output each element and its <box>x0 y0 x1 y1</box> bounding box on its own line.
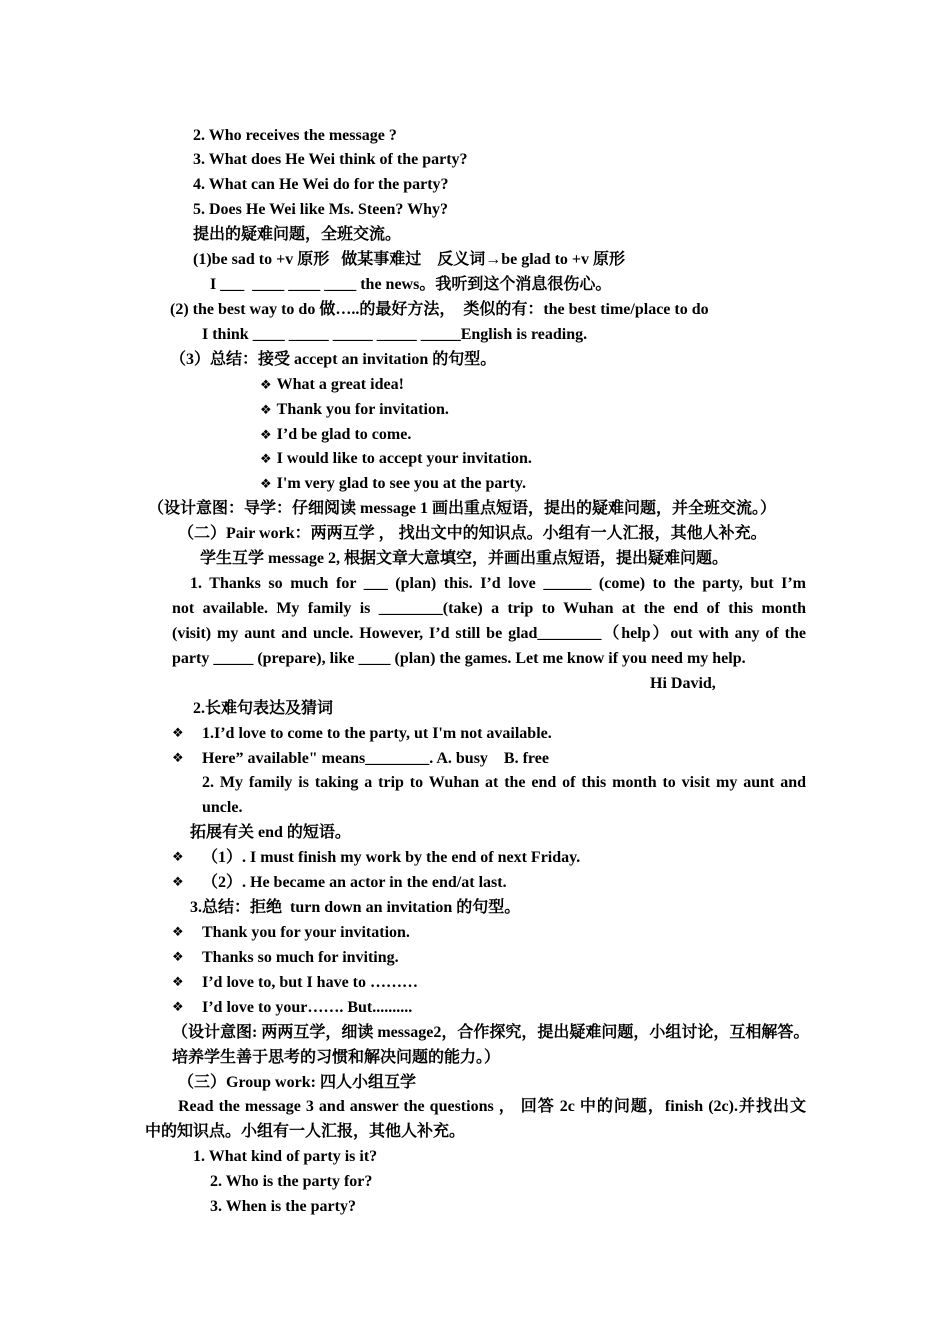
accept-phrase-item <box>260 472 950 497</box>
difficult-sentences-title: 2.长难句表达及猜词 <box>193 699 334 717</box>
difficult-sentence-text: Here” available" means________. A. busy B. free <box>202 749 549 767</box>
decline-phrase-item <box>202 946 950 971</box>
accept-summary-title: （3）总结：接受 accept an invitation 的句型。 <box>170 350 497 368</box>
message1-question: 3. What does He Wei think of the party? <box>193 151 468 169</box>
accept-phrase-text: What a great idea! <box>276 375 404 393</box>
diamond-bullet-icon <box>172 971 184 996</box>
difficult-sentence-item <box>202 771 806 796</box>
decline-phrase-item <box>202 921 950 946</box>
group-work-heading: （三）Group work: 四人小组互学 <box>178 1073 416 1091</box>
accept-phrase-text: I’d be glad to come. <box>276 425 412 443</box>
difficult-sentence-text: 1.I’d love to come to the party, ut I'm not available. <box>202 724 552 742</box>
diamond-bullet-icon <box>260 452 272 467</box>
discussion-title: 提出的疑难问题，全班交流。 <box>193 226 402 244</box>
diamond-bullet-icon <box>172 996 184 1021</box>
difficult-sentence-continuation: uncle. <box>202 799 243 817</box>
decline-phrase-text: I’d love to, but I have to ……… <box>202 973 419 991</box>
point1-rule: (1)be sad to +v 原形 做某事难过 反义词→be glad to +v 原形 <box>193 251 626 269</box>
diamond-bullet-icon <box>260 378 272 393</box>
group-work-question: 2. Who is the party for? <box>210 1173 373 1191</box>
decline-phrase-text: I’d love to your……. But.......... <box>202 998 413 1016</box>
diamond-bullet-icon <box>260 403 272 418</box>
group-work-instruction: Read the message 3 and answer the questions ， 回答 2c 中的问题，finish (2c).并找出文 <box>178 1098 806 1116</box>
diamond-bullet-icon <box>172 946 184 971</box>
accept-phrase-item <box>260 373 950 398</box>
group-work-question: 1. What kind of party is it? <box>193 1148 378 1166</box>
group-work-question: 3. When is the party? <box>210 1198 356 1216</box>
point2-example: I think ____ _____ _____ _____ _____English is reading. <box>202 325 588 343</box>
end-phrase-item <box>202 871 950 896</box>
message1-question: 4. What can He Wei do for the party? <box>193 176 449 194</box>
accept-phrase-text: Thank you for invitation. <box>276 400 449 418</box>
end-phrase-item <box>202 846 950 871</box>
end-phrases-title: 拓展有关 end 的短语。 <box>190 824 351 842</box>
design-intent-2-continuation: 培养学生善于思考的习惯和解决问题的能力。） <box>172 1048 501 1066</box>
decline-phrase-item <box>202 971 950 996</box>
difficult-sentence-text: 2. My family is taking a trip to Wuhan at the end of this month to visit my aunt and <box>202 774 806 792</box>
point1-example: I ___ ____ ____ ____ the news。我听到这个消息很伤心。 <box>210 276 612 294</box>
accept-phrase-item <box>260 398 950 423</box>
design-intent-1: （设计意图：导学：仔细阅读 message 1 画出重点短语，提出的疑难问题，并全班交流。） <box>148 500 776 518</box>
diamond-bullet-icon <box>260 477 272 492</box>
end-phrase-text: （2）. He became an actor in the end/at last. <box>202 874 507 892</box>
diamond-bullet-icon <box>172 871 184 896</box>
diamond-bullet-icon <box>172 722 184 747</box>
pair-work-heading: （二）Pair work：两两互学 ， 找出文中的知识点。小组有一人汇报，其他人补充。 <box>178 525 767 543</box>
message1-question: 5. Does He Wei like Ms. Steen? Why? <box>193 201 448 219</box>
diamond-bullet-icon <box>172 846 184 871</box>
decline-phrase-item <box>202 996 950 1021</box>
passage-line: (visit) my aunt and uncle. However, I’d still be glad________（help）out with any of the <box>172 624 806 642</box>
passage-line: party _____ (prepare), like ____ (plan) the games. Let me know if you need my help. <box>172 649 746 667</box>
decline-phrase-text: Thank you for your invitation. <box>202 924 410 941</box>
group-work-instruction-continuation: 中的知识点。小组有一人汇报，其他人补充。 <box>145 1123 466 1141</box>
accept-phrase-text: I'm very glad to see you at the party. <box>276 475 526 493</box>
accept-phrase-item <box>260 423 950 448</box>
message1-question: 2. Who receives the message ? <box>193 126 397 144</box>
diamond-bullet-icon <box>260 428 272 443</box>
difficult-sentence-item <box>202 722 950 747</box>
decline-summary-title: 3.总结：拒绝 turn down an invitation 的句型。 <box>190 899 521 917</box>
point2-rule: (2) the best way to do 做…..的最好方法， 类似的有：the best time/place to do <box>170 300 709 318</box>
passage-line: 1. Thanks so much for ___ (plan) this. I’d love ______ (come) to the party, but I’m <box>190 575 806 593</box>
accept-phrase-item <box>260 447 950 472</box>
passage-line: not available. My family is ________(take) a trip to Wuhan at the end of this month <box>172 600 806 618</box>
difficult-sentence-item <box>202 747 950 772</box>
diamond-bullet-icon <box>172 921 184 946</box>
pair-work-instruction: 学生互学 message 2, 根据文章大意填空，并画出重点短语，提出疑难问题。 <box>200 550 728 568</box>
accept-phrase-text: I would like to accept your invitation. <box>276 450 532 468</box>
passage-signature: Hi David, <box>650 674 716 692</box>
design-intent-2: （设计意图: 两两互学，细读 message2，合作探究，提出疑难问题，小组讨论，互相解答。 <box>172 1023 810 1041</box>
diamond-bullet-icon <box>172 747 184 772</box>
decline-phrase-text: Thanks so much for inviting. <box>202 948 399 966</box>
end-phrase-text: （1）. I must finish my work by the end of next Friday. <box>202 849 581 867</box>
